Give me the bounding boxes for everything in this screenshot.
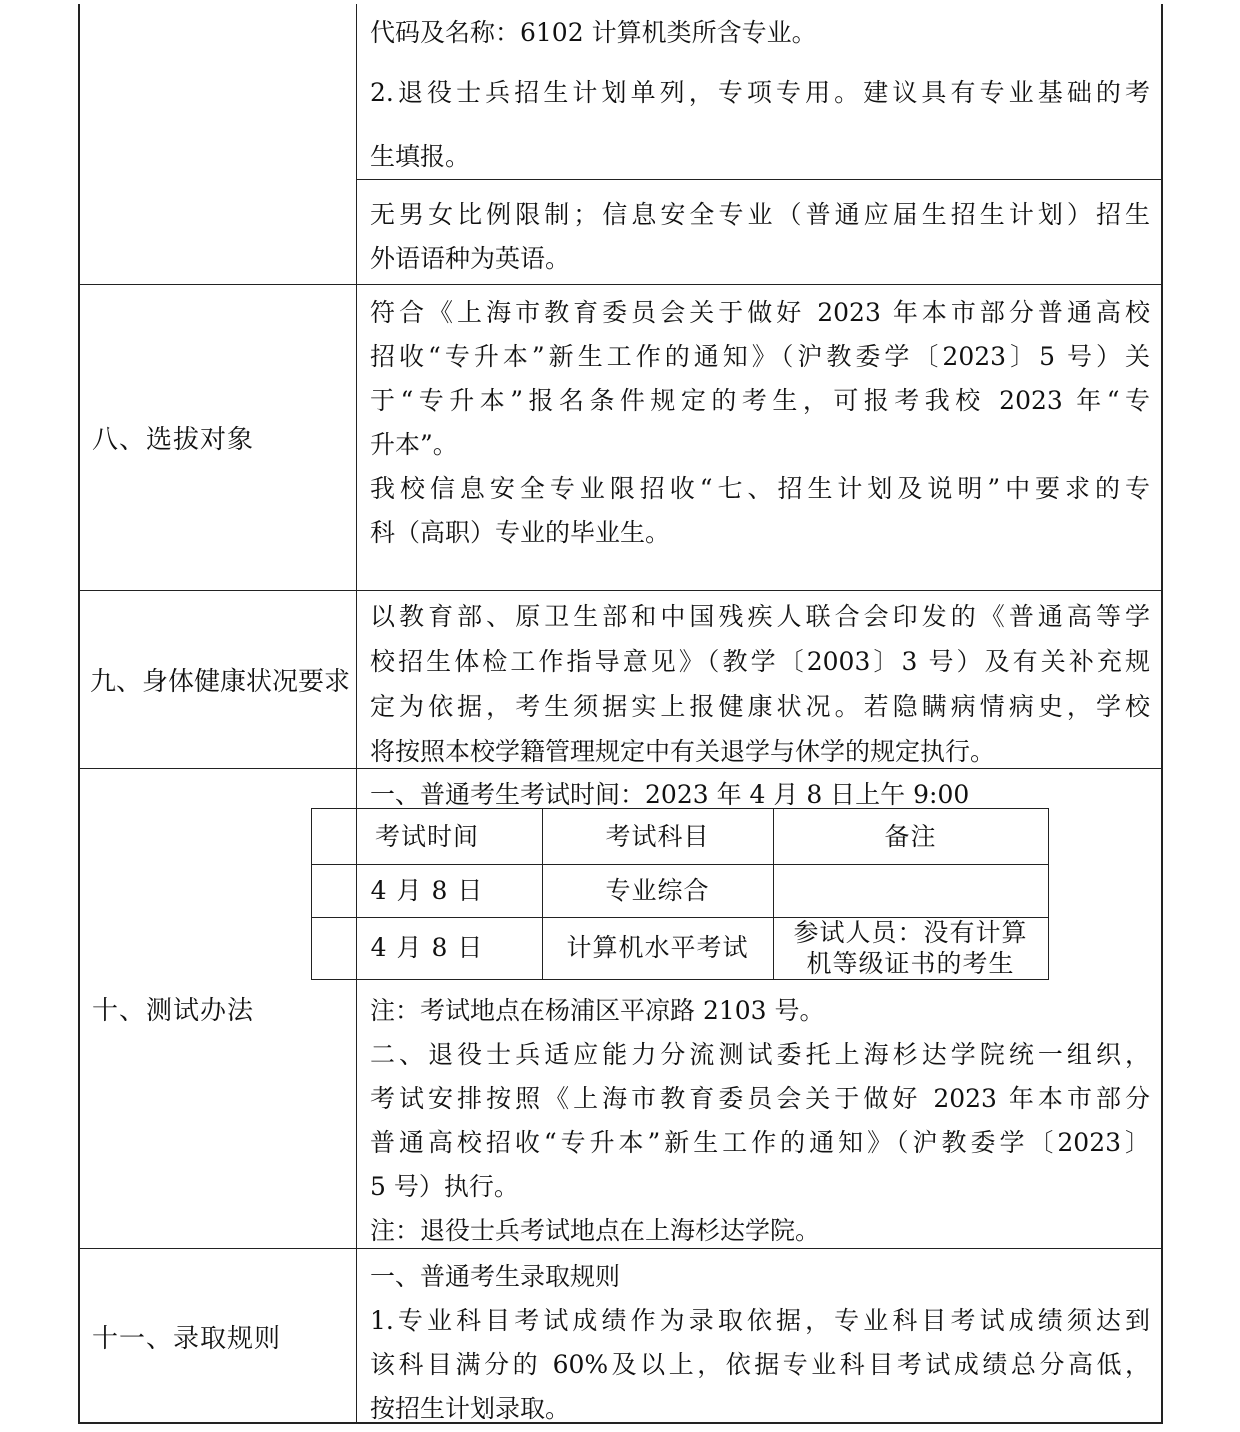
exam-time-intro: 一、普通考生考试时间：2023 年 4 月 8 日上午 9:00 bbox=[370, 780, 970, 809]
text-line: 无男女比例限制；信息安全专业（普通应届生招生计划）招生 bbox=[370, 200, 1150, 229]
section-label-admission: 十一、录取规则 bbox=[92, 1323, 282, 1354]
text-line: 科（高职）专业的毕业生。 bbox=[370, 518, 671, 547]
text-line: 一、普通考生录取规则 bbox=[370, 1262, 621, 1291]
text-line: 将按照本校学籍管理规定中有关退学与休学的规定执行。 bbox=[370, 737, 996, 766]
section-label-test: 十、测试办法 bbox=[92, 995, 255, 1026]
text-line: 考试安排按照《上海市教育委员会关于做好 2023 年本市部分 bbox=[370, 1084, 1150, 1113]
table-cell: 4 月 8 日 bbox=[370, 875, 484, 905]
text-line: 二、退役士兵适应能力分流测试委托上海杉达学院统一组织， bbox=[370, 1040, 1150, 1069]
text-line: 招收“专升本”新生工作的通知》（沪教委学〔2023〕5 号）关 bbox=[370, 342, 1150, 371]
table-cell: 计算机水平考试 bbox=[566, 933, 749, 963]
text-line: 以教育部、原卫生部和中国残疾人联合会印发的《普通高等学 bbox=[370, 602, 1150, 631]
text-line: 升本”。 bbox=[370, 430, 458, 459]
table-header: 备注 bbox=[884, 821, 937, 851]
text-line: 2.退役士兵招生计划单列，专项专用。建议具有专业基础的考 bbox=[370, 78, 1150, 107]
text-line: 1.专业科目考试成绩作为录取依据，专业科目考试成绩须达到 bbox=[370, 1306, 1150, 1335]
text-line: 代码及名称：6102 计算机类所含专业。 bbox=[370, 18, 817, 47]
text-line: 生填报。 bbox=[370, 142, 471, 171]
text-line: 外语语种为英语。 bbox=[370, 244, 571, 273]
column-divider bbox=[356, 4, 357, 1422]
text-line: 按招生计划录取。 bbox=[370, 1394, 571, 1423]
section-label-health: 九、身体健康状况要求 bbox=[90, 666, 351, 697]
text-line: 符合《上海市教育委员会关于做好 2023 年本市部分普通高校 bbox=[370, 298, 1150, 327]
text-line: 于“专升本”报名条件规定的考生，可报考我校 2023 年“专 bbox=[370, 386, 1150, 415]
table-cell: 4 月 8 日 bbox=[370, 933, 484, 963]
enrollment-table bbox=[78, 4, 1163, 1424]
text-line: 校招生体检工作指导意见》（教学〔2003〕3 号）及有关补充规 bbox=[370, 647, 1150, 676]
text-line: 我校信息安全专业限招收“七、招生计划及说明”中要求的专 bbox=[370, 474, 1150, 503]
table-cell: 参试人员：没有计算机等级证书的考生 bbox=[793, 917, 1028, 978]
text-line: 注：退役士兵考试地点在上海杉达学院。 bbox=[370, 1216, 821, 1245]
text-line: 普通高校招收“专升本”新生工作的通知》（沪教委学〔2023〕 bbox=[370, 1128, 1150, 1157]
text-line: 5 号）执行。 bbox=[370, 1172, 519, 1201]
table-header: 考试时间 bbox=[374, 821, 479, 851]
table-cell bbox=[773, 864, 1048, 917]
table-header: 考试科目 bbox=[605, 821, 710, 851]
row-divider bbox=[356, 179, 1161, 180]
text-line: 定为依据，考生须据实上报健康状况。若隐瞒病情病史，学校 bbox=[370, 692, 1150, 721]
text-line: 注：考试地点在杨浦区平凉路 2103 号。 bbox=[370, 996, 825, 1025]
exam-schedule-table bbox=[311, 808, 1049, 980]
section-label-selection: 八、选拔对象 bbox=[92, 424, 255, 455]
table-cell: 专业综合 bbox=[605, 875, 710, 905]
text-line: 该科目满分的 60%及以上，依据专业科目考试成绩总分高低， bbox=[370, 1350, 1150, 1379]
